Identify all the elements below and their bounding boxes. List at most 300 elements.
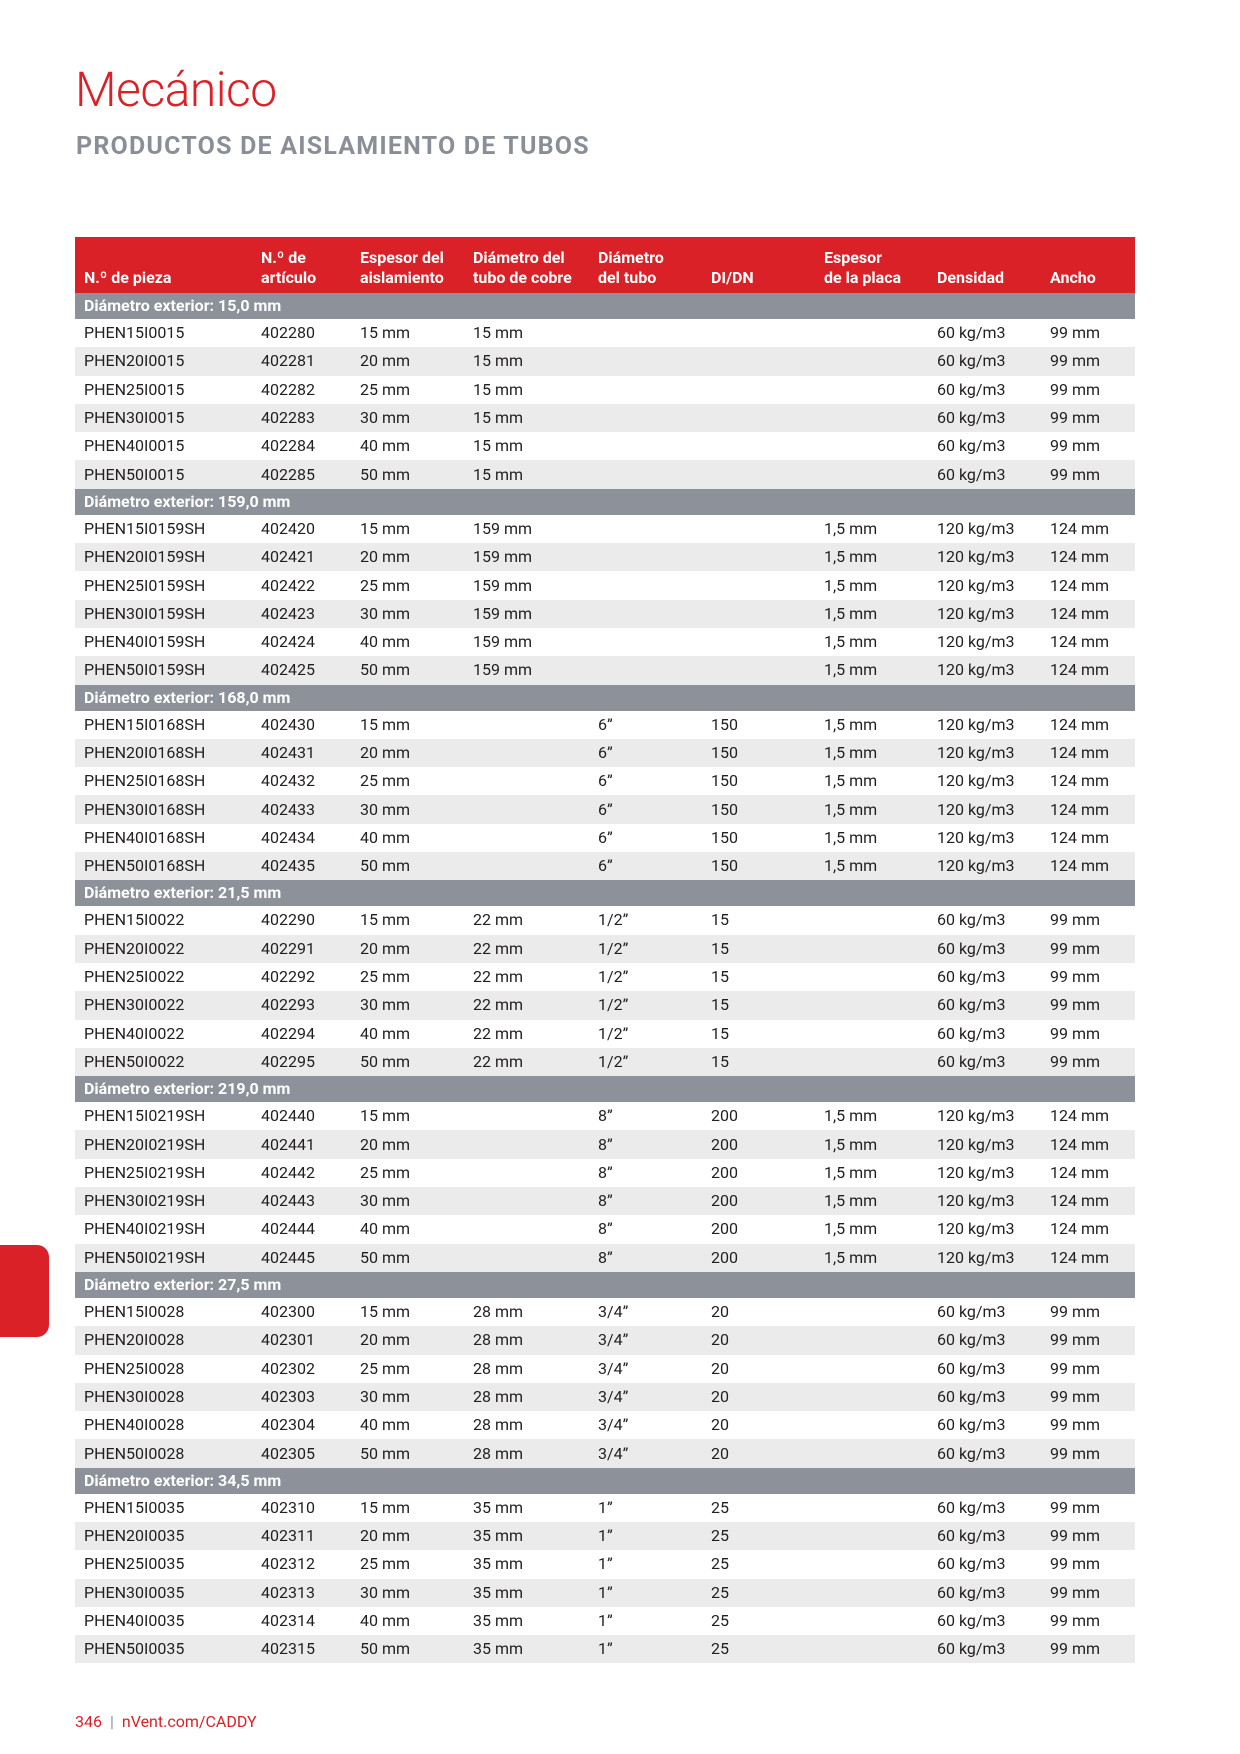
- table-cell: 402431: [261, 743, 315, 762]
- table-cell: 60 kg/m3: [937, 1526, 1006, 1546]
- table-cell: 28 mm: [473, 1443, 524, 1463]
- table-cell: 120 kg/m3: [937, 1106, 1015, 1126]
- table-cell: 20: [711, 1358, 729, 1378]
- table-cell: PHEN20I0035: [84, 1526, 185, 1546]
- table-cell: PHEN25I0022: [84, 967, 185, 987]
- column-header: [815, 237, 928, 293]
- table-row: [75, 1522, 1135, 1550]
- section-header-row: [75, 1076, 1135, 1102]
- table-cell: 15 mm: [473, 351, 524, 371]
- table-cell: 1,5 mm: [824, 1219, 878, 1239]
- table-cell: 40 mm: [360, 436, 411, 456]
- table-cell: 1,5 mm: [824, 660, 878, 680]
- table-cell: 120 kg/m3: [937, 660, 1015, 680]
- table-cell: 1/2”: [598, 938, 629, 958]
- table-row: [75, 600, 1135, 628]
- table-cell: 40 mm: [360, 1415, 411, 1435]
- table-cell: 402432: [261, 771, 315, 791]
- table-cell: 15 mm: [360, 1106, 411, 1126]
- table-cell: 20 mm: [360, 743, 411, 762]
- table-cell: [815, 1579, 928, 1607]
- column-header-line2: tubo de cobre: [473, 268, 572, 287]
- table-cell: 20 mm: [360, 547, 411, 567]
- column-header-line2: N.º de pieza: [84, 268, 172, 287]
- table-row: [75, 935, 1135, 963]
- column-header-line1: Diámetro: [598, 248, 664, 267]
- table-cell: 402435: [261, 856, 315, 876]
- table-cell: 35 mm: [473, 1639, 524, 1659]
- table-cell: PHEN20I0015: [84, 351, 185, 371]
- table-cell: 15 mm: [360, 323, 411, 343]
- table-cell: 402314: [261, 1611, 315, 1631]
- table-cell: PHEN30I0035: [84, 1582, 185, 1602]
- table-row: [75, 376, 1135, 404]
- table-row: [75, 906, 1135, 934]
- table-cell: 402292: [261, 967, 315, 987]
- table-cell: 25: [711, 1554, 729, 1574]
- table-cell: 3/4”: [598, 1443, 629, 1463]
- table-cell: 99 mm: [1050, 1386, 1101, 1406]
- table-cell: 124 mm: [1050, 518, 1110, 538]
- table-cell: 99 mm: [1050, 1023, 1101, 1043]
- table-body: [75, 293, 1135, 1663]
- column-header: [589, 237, 702, 293]
- table-cell: [702, 656, 815, 684]
- table-cell: PHEN30I0219SH: [84, 1191, 206, 1211]
- table-cell: 35 mm: [473, 1611, 524, 1631]
- table-cell: 8”: [598, 1219, 613, 1239]
- table-row: [75, 1244, 1135, 1272]
- table-cell: [815, 1326, 928, 1354]
- table-cell: PHEN30I0015: [84, 408, 185, 428]
- column-header-line2: de la placa: [824, 268, 902, 287]
- table-cell: 30 mm: [360, 408, 411, 428]
- table-row: [75, 1383, 1135, 1411]
- table-cell: 1/2”: [598, 910, 629, 930]
- table-cell: 402311: [261, 1526, 315, 1546]
- table-cell: PHEN40I0022: [84, 1023, 185, 1043]
- table-cell: 124 mm: [1050, 1219, 1110, 1239]
- table-cell: 8”: [598, 1191, 613, 1211]
- table-cell: 50 mm: [360, 1443, 411, 1463]
- table-row: [75, 543, 1135, 571]
- table-cell: 50 mm: [360, 464, 411, 484]
- table-row: [75, 1187, 1135, 1215]
- column-header-line1: [1050, 248, 1135, 268]
- table-cell: [464, 795, 589, 823]
- table-row: [75, 515, 1135, 543]
- table-cell: 60 kg/m3: [937, 1023, 1006, 1043]
- table-cell: 25 mm: [360, 1162, 411, 1182]
- table-row: [75, 991, 1135, 1019]
- table-cell: 150: [711, 827, 738, 847]
- column-header: [464, 237, 589, 293]
- table-cell: 20 mm: [360, 1134, 411, 1154]
- table-cell: 402310: [261, 1497, 315, 1517]
- table-cell: 1,5 mm: [824, 632, 878, 652]
- table-cell: 124 mm: [1050, 1191, 1110, 1211]
- table-cell: 22 mm: [473, 1023, 524, 1043]
- table-cell: 1,5 mm: [824, 1247, 878, 1267]
- table-cell: 1,5 mm: [824, 799, 878, 819]
- table-cell: 30 mm: [360, 1582, 411, 1602]
- table-cell: 15 mm: [473, 379, 524, 399]
- table-cell: 124 mm: [1050, 1106, 1110, 1126]
- table-cell: 28 mm: [473, 1330, 524, 1350]
- table-cell: 99 mm: [1050, 1443, 1101, 1463]
- table-cell: 40 mm: [360, 1023, 411, 1043]
- column-header-line2: Densidad: [937, 268, 1005, 287]
- table-cell: 60 kg/m3: [937, 995, 1006, 1015]
- table-cell: 124 mm: [1050, 1134, 1110, 1154]
- table-cell: 124 mm: [1050, 575, 1110, 595]
- table-cell: 99 mm: [1050, 1051, 1101, 1071]
- table-cell: 25: [711, 1526, 729, 1546]
- table-cell: [702, 543, 815, 571]
- table-cell: 159 mm: [473, 518, 533, 538]
- table-cell: [589, 543, 702, 571]
- table-cell: 60 kg/m3: [937, 408, 1006, 428]
- section-label: Diámetro exterior: 15,0 mm: [84, 296, 282, 315]
- table-cell: 99 mm: [1050, 351, 1101, 371]
- table-cell: 124 mm: [1050, 547, 1110, 567]
- table-cell: PHEN50I0168SH: [84, 856, 206, 876]
- table-cell: 25 mm: [360, 1554, 411, 1574]
- table-row: [75, 319, 1135, 347]
- table-cell: 22 mm: [473, 910, 524, 930]
- table-cell: [702, 432, 815, 460]
- table-cell: 99 mm: [1050, 1526, 1101, 1546]
- table-cell: 1,5 mm: [824, 518, 878, 538]
- table-cell: PHEN50I0022: [84, 1051, 185, 1071]
- table-cell: [589, 515, 702, 543]
- table-cell: 99 mm: [1050, 1358, 1101, 1378]
- table-cell: 124 mm: [1050, 856, 1110, 876]
- table-cell: PHEN15I0035: [84, 1497, 185, 1517]
- table-cell: 25 mm: [360, 1358, 411, 1378]
- table-cell: 124 mm: [1050, 1247, 1110, 1267]
- table-cell: [815, 1494, 928, 1522]
- column-header: [75, 237, 252, 293]
- table-cell: 150: [711, 714, 738, 734]
- footer-site-link[interactable]: nVent.com/CADDY: [121, 1712, 257, 1731]
- table-cell: 3/4”: [598, 1330, 629, 1350]
- table-cell: 99 mm: [1050, 1330, 1101, 1350]
- table-cell: 6”: [598, 743, 613, 762]
- table-cell: 60 kg/m3: [937, 1582, 1006, 1602]
- table-cell: 99 mm: [1050, 379, 1101, 399]
- table-cell: [464, 1130, 589, 1158]
- column-header-line1: Diámetro del: [473, 248, 565, 267]
- table-row: [75, 795, 1135, 823]
- table-row: [75, 1159, 1135, 1187]
- table-cell: 120 kg/m3: [937, 1191, 1015, 1211]
- table-cell: 402280: [261, 323, 315, 343]
- table-cell: 3/4”: [598, 1386, 629, 1406]
- table-cell: [464, 852, 589, 880]
- table-cell: 40 mm: [360, 1611, 411, 1631]
- column-header-line2: Ancho: [1050, 268, 1096, 287]
- table-cell: [589, 319, 702, 347]
- table-cell: 402425: [261, 660, 315, 680]
- table-cell: [589, 628, 702, 656]
- table-cell: [815, 1635, 928, 1663]
- table-cell: 402443: [261, 1191, 315, 1211]
- table-cell: [589, 656, 702, 684]
- table-cell: [702, 515, 815, 543]
- table-cell: PHEN15I0015: [84, 323, 185, 343]
- table-cell: 60 kg/m3: [937, 351, 1006, 371]
- table-cell: 402442: [261, 1162, 315, 1182]
- table-cell: 15: [711, 938, 729, 958]
- table-cell: 99 mm: [1050, 1582, 1101, 1602]
- table-cell: 35 mm: [473, 1582, 524, 1602]
- table-cell: 3/4”: [598, 1302, 629, 1322]
- table-row: [75, 1607, 1135, 1635]
- table-cell: 120 kg/m3: [937, 799, 1015, 819]
- table-cell: PHEN30I0028: [84, 1386, 185, 1406]
- table-cell: 40 mm: [360, 1219, 411, 1239]
- table-cell: PHEN40I0028: [84, 1415, 185, 1435]
- table-cell: 60 kg/m3: [937, 1051, 1006, 1071]
- table-row: [75, 1020, 1135, 1048]
- table-cell: 1,5 mm: [824, 827, 878, 847]
- table-cell: 402312: [261, 1554, 315, 1574]
- column-header: [928, 237, 1041, 293]
- table-cell: 15: [711, 1051, 729, 1071]
- table-cell: 60 kg/m3: [937, 1611, 1006, 1631]
- table-cell: 402302: [261, 1358, 315, 1378]
- table-cell: PHEN50I0219SH: [84, 1247, 206, 1267]
- table-row: [75, 1215, 1135, 1243]
- table-row: [75, 1550, 1135, 1578]
- header-row: [75, 237, 1135, 293]
- table-cell: 8”: [598, 1106, 613, 1126]
- table-cell: [464, 824, 589, 852]
- table-cell: 8”: [598, 1134, 613, 1154]
- column-header-line1: Espesor: [824, 248, 882, 267]
- table-cell: 99 mm: [1050, 408, 1101, 428]
- table-cell: 1,5 mm: [824, 714, 878, 734]
- table-cell: 28 mm: [473, 1415, 524, 1435]
- table-cell: 99 mm: [1050, 938, 1101, 958]
- table-row: [75, 628, 1135, 656]
- table-cell: 60 kg/m3: [937, 436, 1006, 456]
- column-header: [252, 237, 351, 293]
- table-cell: PHEN25I0028: [84, 1358, 185, 1378]
- table-cell: 402444: [261, 1219, 315, 1239]
- table-cell: 402285: [261, 464, 315, 484]
- table-cell: [815, 935, 928, 963]
- table-row: [75, 1635, 1135, 1663]
- table-cell: PHEN50I0015: [84, 464, 185, 484]
- table-cell: 120 kg/m3: [937, 632, 1015, 652]
- table-cell: PHEN40I0035: [84, 1611, 185, 1631]
- column-header-line1: Espesor del: [360, 248, 444, 267]
- table-cell: [464, 711, 589, 739]
- table-cell: PHEN15I0159SH: [84, 518, 206, 538]
- table-cell: 60 kg/m3: [937, 1415, 1006, 1435]
- table-cell: PHEN30I0159SH: [84, 603, 206, 623]
- table-row: [75, 1326, 1135, 1354]
- table-row: [75, 460, 1135, 488]
- table-cell: 120 kg/m3: [937, 856, 1015, 876]
- table-cell: 25: [711, 1639, 729, 1659]
- table-cell: 1,5 mm: [824, 1106, 878, 1126]
- table-cell: [589, 376, 702, 404]
- table-cell: 402420: [261, 518, 315, 538]
- table-cell: 60 kg/m3: [937, 1639, 1006, 1659]
- table-cell: 200: [711, 1247, 738, 1267]
- page-footer: [75, 1714, 257, 1730]
- table-cell: [464, 1159, 589, 1187]
- table-cell: [464, 1102, 589, 1130]
- table-cell: 99 mm: [1050, 1611, 1101, 1631]
- table-cell: PHEN25I0035: [84, 1554, 185, 1574]
- table-cell: [815, 347, 928, 375]
- section-header-row: [75, 293, 1135, 319]
- table-cell: 120 kg/m3: [937, 575, 1015, 595]
- table-cell: [815, 1020, 928, 1048]
- table-cell: 99 mm: [1050, 1497, 1101, 1517]
- table-cell: 150: [711, 856, 738, 876]
- table-cell: 60 kg/m3: [937, 910, 1006, 930]
- table-cell: 120 kg/m3: [937, 518, 1015, 538]
- table-cell: [464, 767, 589, 795]
- table-cell: 20: [711, 1302, 729, 1322]
- table-cell: 1,5 mm: [824, 856, 878, 876]
- table-cell: [815, 460, 928, 488]
- column-header-line2: DI/DN: [711, 268, 754, 287]
- column-header-line1: [937, 248, 1041, 268]
- table-cell: 30 mm: [360, 995, 411, 1015]
- page-title: Mecánico: [75, 61, 277, 118]
- table-cell: 15: [711, 910, 729, 930]
- table-cell: 50 mm: [360, 660, 411, 680]
- table-cell: 6”: [598, 856, 613, 876]
- table-cell: 124 mm: [1050, 632, 1110, 652]
- section-header-row: [75, 489, 1135, 515]
- table-cell: [815, 991, 928, 1019]
- table-cell: 200: [711, 1106, 738, 1126]
- table-cell: [702, 319, 815, 347]
- table-cell: 25 mm: [360, 771, 411, 791]
- table-cell: 402315: [261, 1639, 315, 1659]
- table-cell: 120 kg/m3: [937, 1162, 1015, 1182]
- section-label: Diámetro exterior: 168,0 mm: [84, 687, 291, 707]
- table-cell: 124 mm: [1050, 603, 1110, 623]
- column-header: [1041, 237, 1135, 293]
- table-cell: 99 mm: [1050, 323, 1101, 343]
- table-cell: 25: [711, 1497, 729, 1517]
- table-cell: 402303: [261, 1386, 315, 1406]
- table-cell: 30 mm: [360, 799, 411, 819]
- table-cell: PHEN20I0168SH: [84, 743, 206, 762]
- table-cell: 1”: [598, 1526, 613, 1546]
- table-cell: 402300: [261, 1302, 315, 1322]
- table-cell: 20 mm: [360, 1330, 411, 1350]
- table-cell: 20 mm: [360, 351, 411, 371]
- column-header: [351, 237, 464, 293]
- table-cell: 60 kg/m3: [937, 379, 1006, 399]
- section-label: Diámetro exterior: 159,0 mm: [84, 491, 291, 511]
- table-cell: 200: [711, 1219, 738, 1239]
- table-cell: PHEN25I0168SH: [84, 771, 206, 791]
- table-cell: 1,5 mm: [824, 1134, 878, 1154]
- table-cell: 28 mm: [473, 1358, 524, 1378]
- table-cell: 1,5 mm: [824, 1162, 878, 1182]
- table-cell: 20 mm: [360, 1526, 411, 1546]
- table-cell: PHEN20I0159SH: [84, 547, 206, 567]
- table-cell: 20 mm: [360, 938, 411, 958]
- table-row: [75, 767, 1135, 795]
- table-cell: 6”: [598, 714, 613, 734]
- column-header-line1: [84, 248, 252, 268]
- chapter-tab-marker: [0, 1245, 49, 1337]
- table-cell: 22 mm: [473, 1051, 524, 1071]
- table-cell: 60 kg/m3: [937, 1386, 1006, 1406]
- table-cell: 1”: [598, 1611, 613, 1631]
- table-cell: PHEN20I0028: [84, 1330, 185, 1350]
- table-row: [75, 1102, 1135, 1130]
- table-cell: PHEN25I0219SH: [84, 1162, 206, 1182]
- table-cell: 3/4”: [598, 1415, 629, 1435]
- table-header: [75, 237, 1135, 293]
- table-cell: 402421: [261, 547, 315, 567]
- table-row: [75, 1579, 1135, 1607]
- table-cell: 60 kg/m3: [937, 967, 1006, 987]
- table-cell: 150: [711, 799, 738, 819]
- table-row: [75, 1130, 1135, 1158]
- table-cell: 99 mm: [1050, 967, 1101, 987]
- table-cell: 22 mm: [473, 995, 524, 1015]
- page-number: 346: [75, 1712, 102, 1731]
- table-cell: [702, 376, 815, 404]
- table-cell: 8”: [598, 1247, 613, 1267]
- table-cell: [815, 1439, 928, 1467]
- table-cell: [589, 347, 702, 375]
- table-cell: 22 mm: [473, 967, 524, 987]
- section-label: Diámetro exterior: 27,5 mm: [84, 1274, 282, 1294]
- table-cell: 6”: [598, 827, 613, 847]
- table-cell: [815, 906, 928, 934]
- table-cell: 15: [711, 967, 729, 987]
- table-cell: 1/2”: [598, 1051, 629, 1071]
- table-cell: 159 mm: [473, 632, 533, 652]
- table-cell: 402305: [261, 1443, 315, 1463]
- table-cell: [815, 319, 928, 347]
- table-row: [75, 1355, 1135, 1383]
- table-cell: 402433: [261, 799, 315, 819]
- table-cell: [589, 460, 702, 488]
- table-cell: 15 mm: [360, 518, 411, 538]
- table-cell: 1”: [598, 1554, 613, 1574]
- table-cell: 15: [711, 1023, 729, 1043]
- table-cell: 402313: [261, 1582, 315, 1602]
- table-cell: 402441: [261, 1134, 315, 1154]
- column-header-line1: [711, 248, 815, 268]
- table-cell: 120 kg/m3: [937, 771, 1015, 791]
- table-cell: 60 kg/m3: [937, 938, 1006, 958]
- table-cell: 40 mm: [360, 632, 411, 652]
- table-cell: 402424: [261, 632, 315, 652]
- table-cell: 159 mm: [473, 603, 533, 623]
- table-cell: 402294: [261, 1023, 315, 1043]
- table-row: [75, 711, 1135, 739]
- table-cell: [589, 571, 702, 599]
- table-cell: PHEN15I0219SH: [84, 1106, 206, 1126]
- table-cell: 120 kg/m3: [937, 1134, 1015, 1154]
